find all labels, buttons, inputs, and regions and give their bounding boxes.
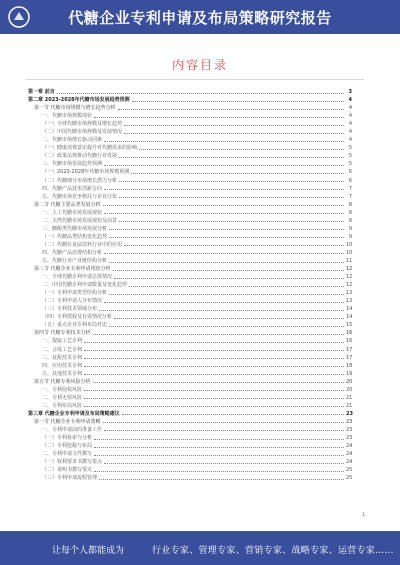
toc-entry[interactable] — [28, 297, 352, 305]
toc-dot-leader — [93, 382, 344, 383]
toc-dot-leader — [104, 463, 344, 464]
toc-entry-title: 二、中国代糖专利申请数量及变化趋势 — [42, 282, 128, 289]
toc-dot-leader — [103, 205, 344, 206]
toc-entry-title: 四、应用技术专利 — [42, 362, 83, 369]
toc-entry-page: 5 — [348, 145, 352, 152]
toc-dot-leader — [124, 133, 344, 134]
toc-entry-title: （二）中国代糖市场规模及发展情况 — [42, 129, 123, 136]
toc-entry-title: 二、天然代糖市场发展现状及前景 — [42, 217, 118, 224]
toc-dot-leader — [84, 366, 344, 367]
footer-roles: 行业专家、管理专家、营销专家、战略专家、运营专家…… — [152, 546, 394, 556]
toc-entry[interactable] — [28, 273, 352, 281]
toc-dot-leader — [122, 414, 344, 415]
toc-entry[interactable] — [28, 136, 352, 144]
toc-entry-page: 17 — [346, 346, 353, 353]
toc-entry-page: 6 — [348, 169, 352, 176]
toc-dot-leader — [109, 229, 344, 230]
toc-entry-page: 21 — [346, 394, 353, 401]
toc-entry-title: 一、专利侵权风险 — [42, 386, 83, 393]
toc-entry[interactable] — [28, 241, 352, 249]
toc-entry[interactable] — [28, 104, 352, 112]
toc-entry-title: （二）代糖细分市场增长潜力分析 — [42, 177, 118, 184]
toc-dot-leader — [94, 447, 344, 448]
toc-entry[interactable] — [28, 450, 352, 458]
toc-dot-leader — [119, 181, 344, 182]
toc-entry-page: 8 — [348, 201, 352, 208]
toc-dot-leader — [109, 237, 344, 238]
toc-entry[interactable] — [28, 305, 352, 313]
toc-entry-title: 一、人工代糖市场发展现状 — [42, 209, 103, 216]
toc-dot-leader — [114, 278, 344, 279]
toc-entry-page: 18 — [346, 362, 353, 369]
toc-dot-leader — [139, 149, 344, 150]
toc-dot-leader — [94, 117, 344, 118]
toc-dot-leader — [119, 157, 344, 158]
toc-entry[interactable] — [28, 112, 352, 120]
toc-entry-title: 一、提取工艺专利 — [42, 338, 83, 345]
toc-dot-leader — [114, 318, 344, 319]
report-title: 代糖企业专利申请及布局策略研究报告 — [68, 9, 332, 27]
toc-dot-leader — [104, 430, 344, 431]
toc-entry[interactable] — [28, 458, 352, 466]
toc-entry-page: 8 — [348, 217, 352, 224]
toc-entry-page: 13 — [346, 298, 353, 305]
toc-entry-page: 10 — [346, 241, 353, 248]
toc-entry-page: 9 — [348, 233, 352, 240]
toc-entry-title: 五、代糖行业产业链结构分析 — [42, 257, 108, 264]
toc-dot-leader — [109, 262, 344, 263]
toc-entry[interactable] — [28, 289, 352, 297]
toc-entry[interactable] — [28, 362, 352, 370]
toc-entry-title: （二）政策法规推动代糖行业发展 — [42, 153, 118, 160]
toc-dot-leader — [119, 197, 344, 198]
toc-entry[interactable] — [28, 217, 352, 225]
toc-entry-title: 一、全球代糖专利申请总体情况 — [42, 274, 113, 281]
toc-entry-title: （四）专利授权及有效情况分析 — [42, 314, 113, 321]
toc-dot-leader — [84, 358, 344, 359]
toc-entry-page: 25 — [346, 467, 353, 474]
toc-entry-page: 23 — [346, 435, 353, 442]
toc-entry[interactable] — [28, 321, 352, 329]
toc-entry-title: （一）专利申请类型结构分析 — [42, 290, 108, 297]
toc-entry-page: 4 — [348, 97, 352, 104]
toc-dot-leader — [84, 350, 344, 351]
toc-entry[interactable] — [28, 265, 352, 273]
toc-entry-page: 21 — [346, 402, 353, 409]
toc-entry-page: 7 — [348, 185, 352, 192]
toc-entry-page: 7 — [348, 193, 352, 200]
toc-entry-title: 一、代糖市场规模现状 — [42, 113, 93, 120]
toc-entry-title: 第五节 代糖专利风险分析 — [34, 378, 91, 385]
toc-entry-title: （一）专利检索与分析 — [42, 435, 93, 442]
toc-entry-page: 15 — [346, 322, 353, 329]
toc-entry-title: 第一节 代糖企业专利申请策略 — [34, 418, 101, 425]
toc-entry-page: 16 — [346, 330, 353, 337]
toc-dot-leader — [104, 165, 344, 166]
toc-entry-page: 4 — [348, 137, 352, 144]
toc-entry-title: 第一章 前言 — [28, 89, 55, 95]
toc-entry-page: 20 — [346, 386, 353, 393]
toc-dot-leader — [129, 286, 344, 287]
toc-entry-page: 3 — [348, 89, 352, 95]
toc-entry-page: 14 — [346, 306, 353, 313]
toc-dot-leader — [93, 334, 344, 335]
toc-entry[interactable] — [28, 185, 352, 193]
toc-entry-title: （一）全球代糖市场规模及增长趋势 — [42, 121, 123, 128]
toc-dot-leader — [84, 398, 344, 399]
toc-entry[interactable] — [28, 337, 352, 345]
toc-dot-leader — [99, 310, 344, 311]
toc-entry[interactable] — [28, 402, 352, 410]
toc-entry-page: 11 — [346, 257, 353, 264]
toc-entry-title: 三、复配技术专利 — [42, 354, 83, 361]
toc-entry-title: 二、代糖市场增长驱动因素 — [42, 137, 103, 144]
toc-entry[interactable] — [28, 386, 352, 394]
toc-entry[interactable] — [28, 96, 352, 104]
toc-dot-leader — [104, 253, 344, 254]
toc-entry-page: 10 — [346, 249, 353, 256]
toc-entry[interactable] — [28, 120, 352, 128]
toc-entry[interactable] — [28, 168, 352, 176]
toc-entry-title: 二、专利无效风险 — [42, 394, 83, 401]
toc-entry[interactable] — [28, 434, 352, 442]
toc-entry-page: 5 — [348, 161, 352, 168]
toc-dot-leader — [57, 93, 344, 94]
toc-dot-leader — [118, 109, 344, 110]
toc-entry-title: （三）专利技术领域分布 — [42, 306, 98, 313]
toc-dot-leader — [104, 302, 344, 303]
toc-dot-leader — [94, 471, 344, 472]
toc-entry-page: 23 — [346, 410, 353, 417]
toc-entry-title: 第三章 代糖企业专利申请及布局策略建议 — [28, 410, 120, 417]
toc-entry[interactable] — [28, 474, 352, 482]
toc-entry-page: 14 — [346, 314, 353, 321]
toc-entry-title: 四、代糖产品技术创新方向 — [42, 185, 103, 192]
toc-dot-leader — [113, 270, 344, 271]
toc-entry-page: 6 — [348, 177, 352, 184]
toc-entry-title: （二）代糖在食品饮料行业中的应用 — [42, 241, 123, 248]
toc-dot-leader — [84, 374, 344, 375]
toc-entry-title: 五、其他技术专利 — [42, 370, 83, 377]
toc-entry[interactable] — [28, 257, 352, 265]
toc-entry-page: 4 — [348, 121, 352, 128]
toc-entry-title: 三、代糖市场发展趋势预测 — [42, 161, 103, 168]
toc-dot-leader — [94, 439, 344, 440]
toc-dot-leader — [84, 406, 344, 407]
toc-entry-title: 第三节 代糖企业专利申请现状分析 — [34, 266, 111, 273]
toc-entry-title: 三、专利布局风险 — [42, 402, 83, 409]
toc-entry[interactable] — [28, 144, 352, 152]
toc-entry-page: 23 — [346, 426, 353, 433]
toc-entry-title: （一）健康消费意识提升对代糖需求的影响 — [42, 145, 138, 152]
toc-entry[interactable] — [28, 329, 352, 337]
toc-entry-page: 8 — [348, 209, 352, 216]
toc-entry[interactable] — [28, 152, 352, 160]
toc-entry-title: 三、糖醇类代糖市场发展分析 — [42, 225, 108, 232]
toc-entry-page: 23 — [346, 418, 353, 425]
toc-heading: 内容目录 — [171, 58, 228, 72]
toc-entry-page: 16 — [346, 338, 353, 345]
toc-entry[interactable] — [28, 346, 352, 354]
toc-dot-leader — [104, 213, 344, 214]
toc-entry[interactable] — [28, 466, 352, 474]
toc-entry-title: （一）权利要求书撰写要点 — [42, 459, 103, 466]
toc-list — [28, 88, 352, 482]
toc-entry-page: 4 — [348, 105, 352, 112]
toc-entry[interactable] — [28, 354, 352, 362]
toc-entry-title: 五、代糖市场竞争格局与企业分布 — [42, 193, 118, 200]
toc-entry-title: 第四节 代糖专利技术分析 — [34, 330, 91, 337]
toc-entry-title: 二、合成工艺专利 — [42, 346, 83, 353]
toc-entry-page: 24 — [346, 451, 353, 458]
toc-entry-page: 17 — [346, 354, 353, 361]
toc-dot-leader — [103, 422, 344, 423]
toc-entry-page: 25 — [346, 475, 353, 482]
toc-dot-leader — [132, 101, 344, 102]
toc-entry-title: 第二章 2023-2028年代糖市场发展趋势预测 — [28, 97, 130, 104]
toc-entry[interactable] — [28, 177, 352, 185]
toc-entry-title: 四、代糖产品消费结构分析 — [42, 249, 103, 256]
toc-entry[interactable] — [28, 281, 352, 289]
toc-entry[interactable] — [28, 201, 352, 209]
footer-bar — [0, 531, 400, 565]
toc-dot-leader — [84, 342, 344, 343]
toc-entry-page: 24 — [346, 459, 353, 466]
toc-entry-page: 12 — [346, 282, 353, 289]
toc-dot-leader — [109, 294, 344, 295]
toc-entry-title: 一、专利申请前的准备工作 — [42, 426, 103, 433]
toc-entry-page: 19 — [346, 370, 353, 377]
toc-entry-title: （二）专利申请人分布情况 — [42, 298, 103, 305]
toc-dot-leader — [104, 141, 344, 142]
toc-entry-page: 4 — [348, 129, 352, 136]
toc-entry[interactable] — [28, 442, 352, 450]
toc-dot-leader — [124, 125, 344, 126]
toc-entry[interactable] — [28, 193, 352, 201]
toc-entry[interactable] — [28, 160, 352, 168]
toc-dot-leader — [84, 390, 344, 391]
toc-entry[interactable] — [28, 233, 352, 241]
footer-slogan: 让每个人都能成为 — [52, 546, 125, 556]
toc-dot-leader — [124, 245, 344, 246]
toc-entry-page: 24 — [346, 443, 353, 450]
toc-entry-title: （二）说明书撰写要点 — [42, 467, 93, 474]
toc-entry[interactable] — [28, 410, 352, 418]
toc-divider — [26, 79, 364, 80]
toc-entry-page: 13 — [346, 290, 353, 297]
toc-entry-title: 第一节 代糖市场规模与增长趋势分析 — [34, 105, 116, 112]
toc-entry[interactable] — [28, 249, 352, 257]
toc-entry-page: 12 — [346, 274, 353, 281]
toc-entry-title: （五）重点企业专利布局对比 — [42, 322, 108, 329]
toc-entry-page: 9 — [348, 225, 352, 232]
toc-entry-page: 4 — [348, 113, 352, 120]
toc-dot-leader — [104, 189, 344, 190]
toc-entry-page: 20 — [346, 378, 353, 385]
toc-entry[interactable] — [28, 128, 352, 136]
toc-dot-leader — [109, 326, 344, 327]
toc-entry[interactable] — [28, 225, 352, 233]
toc-entry[interactable] — [28, 426, 352, 434]
toc-entry[interactable] — [28, 313, 352, 321]
toc-entry-title: （一）代糖品类结构变化趋势 — [42, 233, 108, 240]
toc-entry[interactable] — [28, 88, 352, 96]
toc-entry-title: （二）专利挖掘与布局 — [42, 443, 93, 450]
toc-dot-leader — [94, 455, 344, 456]
toc-entry[interactable] — [28, 370, 352, 378]
toc-entry-page: 12 — [346, 266, 353, 273]
toc-entry[interactable] — [28, 378, 352, 386]
toc-entry-title: 第二节 代糖主要品类发展分析 — [34, 201, 101, 208]
toc-entry-title: （三）专利申请流程管理 — [42, 475, 98, 482]
toc-entry[interactable] — [28, 394, 352, 402]
toc-entry[interactable] — [28, 209, 352, 217]
toc-entry-title: （一）2023-2028年代糖市场规模预测 — [42, 169, 130, 176]
header-bar — [0, 0, 400, 34]
page-number: 1 — [362, 512, 366, 518]
toc-entry[interactable] — [28, 418, 352, 426]
toc-dot-leader — [99, 479, 344, 480]
toc-dot-leader — [119, 221, 344, 222]
toc-entry-page: 5 — [348, 153, 352, 160]
toc-dot-leader — [131, 173, 344, 174]
toc-entry-title: 二、专利申请文件撰写 — [42, 451, 93, 458]
